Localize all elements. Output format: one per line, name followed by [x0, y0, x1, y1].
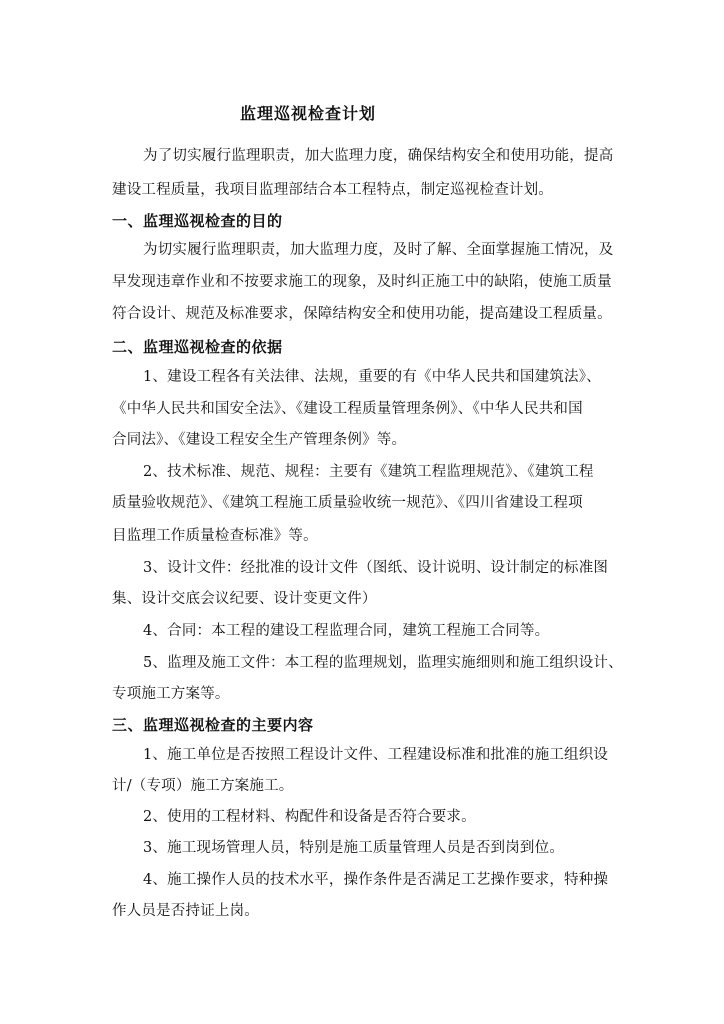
- section-2-item-1-line-2: 《中华人民共和国安全法》、《建设工程质量管理条例》、《中华人民共和国: [112, 401, 583, 417]
- document-title: 监理巡视检查计划: [240, 104, 377, 123]
- section-3-item-4-line-1: 4、施工操作人员的技术水平，操作条件是否满足工艺操作要求，特种操: [143, 872, 609, 888]
- section-1-line-1: 为切实履行监理职责，加大监理力度，及时了解、全面掌握施工情况，及: [143, 242, 614, 258]
- section-1-line-2: 早发现违章作业和不按要求施工的现象，及时纠正施工中的缺陷，使施工质量: [112, 274, 612, 290]
- section-2-item-4-line-1: 4、合同：本工程的建设工程监理合同，建筑工程施工合同等。: [143, 623, 550, 639]
- section-2-item-2-line-3: 目监理工作质量检查标准》等。: [112, 528, 318, 544]
- intro-line-1: 为了切实履行监理职责，加大监理力度，确保结构安全和使用功能，提高: [143, 148, 614, 164]
- section-3-item-2-line-1: 2、使用的工程材料、构配件和设备是否符合要求。: [143, 809, 476, 825]
- section-1-heading: 一、监理巡视检查的目的: [112, 212, 283, 230]
- section-2-item-2-line-2: 质量验收规范》、《建筑工程施工质量验收统一规范》、《四川省建设工程项: [112, 495, 583, 511]
- section-3-item-1-line-1: 1、施工单位是否按照工程设计文件、工程建设标准和批准的施工组织设: [143, 747, 609, 763]
- section-2-item-5-line-1: 5、监理及施工文件：本工程的监理规划，监理实施细则和施工组织设计、: [143, 655, 623, 671]
- section-3-heading: 三、监理巡视检查的主要内容: [112, 716, 314, 734]
- section-2-item-5-line-2: 专项施工方案等。: [112, 686, 230, 702]
- section-1-line-3: 符合设计、规范及标准要求，保障结构安全和使用功能，提高建设工程质量。: [112, 306, 612, 322]
- section-2-item-1-line-3: 合同法》、《建设工程安全生产管理条例》等。: [112, 432, 407, 448]
- section-2-item-1-line-1: 1、建设工程各有关法律、法规，重要的有《中华人民共和国建筑法》、: [143, 369, 601, 385]
- section-2-item-3-line-2: 集、设计交底会议纪要、设计变更文件）: [112, 591, 377, 607]
- section-2-heading: 二、监理巡视检查的依据: [112, 338, 283, 356]
- section-3-item-4-line-2: 作人员是否持证上岗。: [112, 903, 259, 919]
- section-3-item-1-line-2: 计/（专项）施工方案施工。: [112, 778, 294, 794]
- section-3-item-3-line-1: 3、施工现场管理人员，特别是施工质量管理人员是否到岗到位。: [143, 840, 565, 856]
- section-2-item-3-line-1: 3、设计文件：经批准的设计文件（图纸、设计说明、设计制定的标准图: [143, 560, 609, 576]
- section-2-item-2-line-1: 2、技术标准、规范、规程：主要有《建筑工程监理规范》、《建筑工程: [143, 464, 594, 480]
- intro-line-2: 建设工程质量，我项目监理部结合本工程特点，制定巡视检查计划。: [112, 182, 553, 198]
